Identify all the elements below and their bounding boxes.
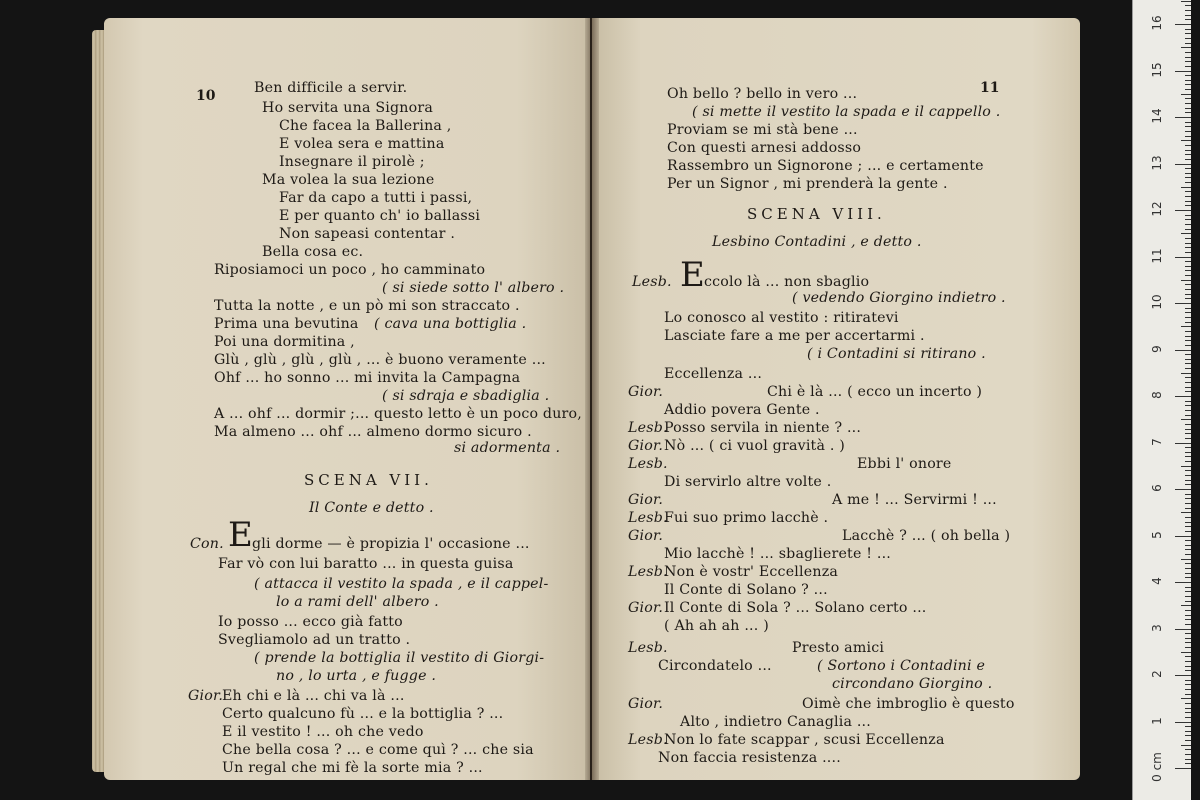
ruler-tick: [1185, 298, 1191, 299]
ruler-tick: [1185, 647, 1191, 648]
ruler-tick: [1185, 503, 1191, 504]
ruler-tick: [1185, 275, 1191, 276]
ruler-tick: [1181, 94, 1191, 95]
text-line: Il Conte di Solano ? ...: [664, 582, 828, 598]
ruler-tick: [1185, 591, 1191, 592]
ruler-tick: [1185, 610, 1191, 611]
ruler-tick: [1185, 136, 1191, 137]
text-line: Certo qualcuno fù ... e la bottiglia ? ...: [222, 706, 504, 722]
ruler-tick: [1185, 145, 1191, 146]
ruler-tick: [1181, 233, 1191, 234]
text-line: A me ! ... Servirmi ! ...: [832, 492, 997, 508]
ruler-tick: [1181, 559, 1191, 560]
ruler-tick: [1185, 289, 1191, 290]
ruler-tick: [1185, 98, 1191, 99]
text-line: Con.: [190, 536, 224, 552]
text-line: Gior.: [628, 492, 664, 508]
ruler-tick: [1185, 447, 1191, 448]
ruler-tick: [1185, 424, 1191, 425]
ruler-tick: [1185, 131, 1191, 132]
ruler-tick: [1185, 740, 1191, 741]
ruler-tick: [1185, 33, 1191, 34]
ruler-tick: [1175, 164, 1191, 165]
ruler-tick: [1185, 438, 1191, 439]
ruler-tick: [1185, 331, 1191, 332]
text-line: Nò ... ( ci vuol gravità . ): [664, 438, 845, 454]
text-line: Gior.: [628, 384, 664, 400]
text-line: Circondatelo ...: [658, 658, 772, 674]
ruler-tick: [1175, 303, 1191, 304]
text-line: E volea sera e mattina: [279, 136, 445, 152]
ruler-tick: [1185, 498, 1191, 499]
ruler-number: 15: [1150, 61, 1164, 78]
text-line: no , lo urta , e fugge .: [276, 668, 437, 684]
ruler-tick: [1185, 84, 1191, 85]
ruler-tick: [1185, 573, 1191, 574]
ruler-tick: [1185, 191, 1191, 192]
ruler-tick: [1185, 168, 1191, 169]
ruler-tick: [1175, 24, 1191, 25]
text-line: Con questi arnesi addosso: [667, 140, 862, 156]
ruler-tick: [1185, 294, 1191, 295]
text-line: Insegnare il pirolè ;: [279, 154, 425, 170]
ruler-tick: [1185, 103, 1191, 104]
ruler-tick: [1185, 480, 1191, 481]
ruler-number: 2: [1150, 670, 1164, 678]
ruler-tick: [1185, 252, 1191, 253]
ruler-number: 13: [1150, 154, 1164, 171]
text-line: Addio povera Gente .: [664, 402, 820, 418]
text-line: Far da capo a tutti i passi,: [279, 190, 473, 206]
ruler-tick: [1185, 452, 1191, 453]
ruler-tick: [1185, 540, 1191, 541]
text-line: Fui suo primo lacchè .: [664, 510, 829, 526]
ruler-tick: [1185, 205, 1191, 206]
text-line: Bella cosa ec.: [262, 244, 364, 260]
ruler-tick: [1185, 522, 1191, 523]
scene-heading: SCENA VII.: [304, 471, 433, 489]
ruler-tick: [1175, 71, 1191, 72]
ruler-tick: [1185, 229, 1191, 230]
text-line: E per quanto ch' io ballassi: [279, 208, 481, 224]
ruler-tick: [1185, 224, 1191, 225]
ruler-tick: [1185, 615, 1191, 616]
scene-heading: SCENA VIII.: [747, 205, 886, 223]
ruler-tick: [1175, 257, 1191, 258]
ruler-tick: [1185, 619, 1191, 620]
ruler-number: 1: [1150, 716, 1164, 725]
text-line: ( cava una bottiglia .: [374, 316, 527, 332]
ruler-tick: [1185, 684, 1191, 685]
ruler-tick: [1175, 629, 1191, 630]
ruler-tick: [1185, 554, 1191, 555]
ruler-tick: [1185, 568, 1191, 569]
text-line: Posso servila in niente ? ...: [664, 420, 862, 436]
ruler-tick: [1185, 345, 1191, 346]
text-line: Lesb.: [628, 732, 668, 748]
ruler-tick: [1185, 201, 1191, 202]
ruler-tick: [1181, 326, 1191, 327]
ruler-tick: [1185, 308, 1191, 309]
ruler-tick: [1175, 396, 1191, 397]
ruler-tick: [1185, 89, 1191, 90]
ruler-tick: [1185, 763, 1191, 764]
text-line: Lesb.: [632, 274, 672, 290]
text-line: Gior.: [628, 528, 664, 544]
ruler-tick: [1185, 587, 1191, 588]
text-line: Proviam se mi stà bene ...: [667, 122, 858, 138]
ruler-tick: [1181, 280, 1191, 281]
ruler-tick: [1185, 112, 1191, 113]
text-line: Lesb.: [628, 510, 668, 526]
ruler-tick: [1185, 177, 1191, 178]
ruler-number: 6: [1150, 484, 1164, 492]
ruler-tick: [1185, 108, 1191, 109]
ruler-number: 12: [1150, 201, 1164, 217]
text-line: ( Sortono i Contadini e: [817, 658, 986, 674]
text-line: lo a rami dell' albero .: [276, 594, 439, 610]
text-line: Lesb.: [628, 456, 668, 472]
text-line: Tutta la notte , e un pò mi son straccato .: [214, 298, 520, 314]
ruler-number: 16: [1150, 15, 1164, 31]
text-line: ( i Contadini si ritirano .: [807, 346, 986, 362]
ruler-tick: [1185, 10, 1191, 11]
ruler-tick: [1185, 596, 1191, 597]
ruler-tick: [1185, 508, 1191, 509]
text-line: Che facea la Ballerina ,: [279, 118, 452, 134]
text-line: si adormenta .: [454, 440, 561, 456]
ruler-tick: [1185, 80, 1191, 81]
ruler-number: 11: [1150, 247, 1164, 264]
text-line: Ma volea la sua lezione: [262, 172, 435, 188]
ruler-tick: [1185, 66, 1191, 67]
ruler-tick: [1185, 15, 1191, 16]
ruler-tick: [1185, 43, 1191, 44]
text-line: Non faccia resistenza ....: [658, 750, 841, 766]
ruler-tick: [1185, 731, 1191, 732]
ruler-tick: [1185, 563, 1191, 564]
text-line: Presto amici: [792, 640, 885, 656]
ruler-tick: [1185, 689, 1191, 690]
ruler-tick: [1181, 1, 1191, 2]
ruler-number: 0 cm: [1150, 752, 1164, 782]
ruler-tick: [1185, 475, 1191, 476]
ruler-tick: [1185, 61, 1191, 62]
text-line: Per un Signor , mi prenderà la gente .: [667, 176, 948, 192]
ruler-tick: [1185, 284, 1191, 285]
ruler-tick: [1181, 47, 1191, 48]
text-line: Chi è là ... ( ecco un incerto ): [767, 384, 983, 400]
text-line: Io posso ... ecco già fatto: [218, 614, 403, 630]
ruler-tick: [1185, 57, 1191, 58]
text-line: Ho servita una Signora: [262, 100, 434, 116]
ruler-tick: [1185, 666, 1191, 667]
text-line: Lacchè ? ... ( oh bella ): [842, 528, 1011, 544]
ruler-tick: [1175, 443, 1191, 444]
ruler-tick: [1185, 340, 1191, 341]
text-line: Lesbino Contadini , e detto .: [712, 234, 922, 250]
text-line: Non è vostr' Eccellenza: [664, 564, 839, 580]
ruler-tick: [1181, 419, 1191, 420]
ruler-tick: [1185, 703, 1191, 704]
ruler-tick: [1185, 601, 1191, 602]
ruler-tick: [1185, 322, 1191, 323]
ruler-tick: [1185, 749, 1191, 750]
ruler-tick: [1185, 354, 1191, 355]
ruler-tick: [1185, 29, 1191, 30]
ruler-tick: [1185, 391, 1191, 392]
text-line: Gior.: [628, 600, 664, 616]
ruler-tick: [1185, 531, 1191, 532]
text-line: E il vestito ! ... oh che vedo: [222, 724, 424, 740]
ruler-tick: [1185, 708, 1191, 709]
ruler-number: 5: [1150, 530, 1164, 539]
ruler-tick: [1175, 536, 1191, 537]
ruler-tick: [1181, 512, 1191, 513]
text-line: Non sapeasi contentar .: [279, 226, 456, 242]
ruler-tick: [1185, 312, 1191, 313]
ruler-tick: [1185, 38, 1191, 39]
text-line: Rassembro un Signorone ; ... e certamente: [667, 158, 984, 174]
ruler-tick: [1185, 377, 1191, 378]
ruler-tick: [1185, 368, 1191, 369]
ruler-tick: [1185, 545, 1191, 546]
text-line: Lasciate fare a me per accertarmi .: [664, 328, 925, 344]
text-line: ( vedendo Giorgino indietro .: [792, 290, 1006, 306]
text-line: Lesb.: [628, 420, 668, 436]
ruler-tick: [1185, 382, 1191, 383]
ruler-tick: [1175, 117, 1191, 118]
ruler-tick: [1185, 484, 1191, 485]
text-line: ( si sdraja e sbadiglia .: [382, 388, 550, 404]
ruler-tick: [1181, 466, 1191, 467]
ruler-tick: [1185, 5, 1191, 6]
ruler-tick: [1185, 415, 1191, 416]
ruler-tick: [1181, 140, 1191, 141]
text-line: Riposiamoci un poco , ho camminato: [214, 262, 486, 278]
drop-cap: E: [680, 255, 706, 295]
ruler-tick: [1185, 661, 1191, 662]
ruler-number: 3: [1150, 623, 1164, 632]
ruler-tick: [1185, 456, 1191, 457]
ruler-tick: [1185, 243, 1191, 244]
right-page: [592, 18, 1080, 780]
ruler-tick: [1185, 405, 1191, 406]
ruler-tick: [1185, 182, 1191, 183]
ruler-tick: [1175, 768, 1191, 769]
ruler-tick: [1185, 159, 1191, 160]
text-line: A ... ohf ... dormir ;... questo letto è un poco duro,: [214, 406, 582, 422]
ruler-tick: [1185, 712, 1191, 713]
ruler-tick: [1185, 270, 1191, 271]
text-line: Svegliamolo ad un tratto .: [218, 632, 411, 648]
text-line: ( Ah ah ah ... ): [664, 618, 769, 634]
text-line: gli dorme — è propizia l' occasione ...: [252, 536, 530, 552]
ruler-tick: [1185, 247, 1191, 248]
text-line: Ben difficile a servir.: [254, 80, 408, 96]
ruler-tick: [1185, 429, 1191, 430]
text-line: Il Conte di Sola ? ... Solano certo ...: [664, 600, 927, 616]
ruler-tick: [1185, 196, 1191, 197]
text-line: ( attacca il vestito la spada , e il cappel-: [254, 576, 549, 592]
ruler-tick: [1181, 187, 1191, 188]
text-line: ccolo là ... non sbaglio: [704, 274, 870, 290]
ruler-number: 14: [1150, 108, 1164, 124]
text-line: ( si mette il vestito la spada e il cappello .: [692, 104, 1001, 120]
ruler-tick: [1185, 717, 1191, 718]
text-line: Lesb.: [628, 640, 668, 656]
ruler-tick: [1181, 605, 1191, 606]
text-line: Ma almeno ... ohf ... almeno dormo sicuro .: [214, 424, 532, 440]
text-line: ( prende la bottiglia il vestito di Giorgi-: [254, 650, 545, 666]
ruler-tick: [1185, 633, 1191, 634]
ruler-tick: [1185, 363, 1191, 364]
ruler-tick: [1175, 722, 1191, 723]
ruler-tick: [1185, 494, 1191, 495]
ruler-tick: [1185, 122, 1191, 123]
ruler-tick: [1185, 549, 1191, 550]
ruler-tick: [1175, 489, 1191, 490]
text-line: Mio lacchè ! ... sbaglierete ! ...: [664, 546, 891, 562]
text-line: Gior.: [188, 688, 224, 704]
ruler-tick: [1185, 219, 1191, 220]
ruler-tick: [1181, 698, 1191, 699]
text-line: Gior.: [628, 696, 664, 712]
left-page: [104, 18, 590, 780]
ruler-tick: [1185, 336, 1191, 337]
ruler-tick: [1185, 526, 1191, 527]
ruler-tick: [1185, 680, 1191, 681]
ruler-tick: [1185, 656, 1191, 657]
ruler-tick: [1185, 126, 1191, 127]
page-number: 11: [980, 80, 1000, 96]
ruler-number: 10: [1150, 294, 1164, 310]
ruler-tick: [1181, 652, 1191, 653]
ruler-tick: [1185, 150, 1191, 151]
ruler-tick: [1185, 52, 1191, 53]
ruler-number: 8: [1150, 391, 1164, 399]
ruler-tick: [1185, 215, 1191, 216]
text-line: Glù , glù , glù , glù , ... è buono veramente ...: [214, 352, 546, 368]
text-line: Che bella cosa ? ... e come quì ? ... che sia: [222, 742, 534, 758]
ruler-tick: [1185, 75, 1191, 76]
text-line: Prima una bevutina: [214, 316, 359, 332]
ruler-tick: [1185, 735, 1191, 736]
text-line: Lo conosco al vestito : ritiratevi: [664, 310, 899, 326]
ruler-tick: [1185, 261, 1191, 262]
ruler-tick: [1185, 461, 1191, 462]
book-gutter: [585, 18, 599, 780]
text-line: Lesb.: [628, 564, 668, 580]
ruler-tick: [1185, 694, 1191, 695]
text-line: Alto , indietro Canaglia ...: [680, 714, 871, 730]
measuring-ruler: [1132, 0, 1191, 800]
ruler-tick: [1181, 373, 1191, 374]
ruler-tick: [1185, 154, 1191, 155]
ruler-tick: [1185, 173, 1191, 174]
ruler-tick: [1185, 642, 1191, 643]
text-line: circondano Giorgino .: [832, 676, 993, 692]
ruler-tick: [1185, 359, 1191, 360]
ruler-tick: [1185, 670, 1191, 671]
drop-cap: E: [228, 515, 254, 555]
page-number: 10: [196, 88, 216, 104]
ruler-tick: [1185, 754, 1191, 755]
ruler-tick: [1185, 726, 1191, 727]
text-line: Oimè che imbroglio è questo: [802, 696, 1015, 712]
ruler-number: 7: [1150, 437, 1164, 446]
text-line: Eh chi e là ... chi va là ...: [222, 688, 405, 704]
text-line: Eccellenza ...: [664, 366, 763, 382]
ruler-tick: [1181, 745, 1191, 746]
ruler-tick: [1185, 317, 1191, 318]
ruler-tick: [1175, 350, 1191, 351]
ruler-tick: [1185, 238, 1191, 239]
text-line: Far vò con lui baratto ... in questa guisa: [218, 556, 514, 572]
text-line: Poi una dormitina ,: [214, 334, 355, 350]
text-line: Di servirlo altre volte .: [664, 474, 832, 490]
text-line: ( si siede sotto l' albero .: [382, 280, 565, 296]
ruler-number: 4: [1150, 577, 1164, 585]
ruler-tick: [1185, 410, 1191, 411]
text-line: Ebbi l' onore: [857, 456, 952, 472]
ruler-tick: [1185, 638, 1191, 639]
ruler-tick: [1175, 675, 1191, 676]
ruler-tick: [1185, 266, 1191, 267]
ruler-tick: [1185, 759, 1191, 760]
text-line: Non lo fate scappar , scusi Eccellenza: [664, 732, 945, 748]
text-line: Un regal che mi fè la sorte mia ? ...: [222, 760, 483, 776]
ruler-tick: [1185, 517, 1191, 518]
ruler-tick: [1185, 577, 1191, 578]
ruler-tick: [1185, 624, 1191, 625]
ruler-tick: [1185, 470, 1191, 471]
ruler-number: 9: [1150, 344, 1164, 353]
text-line: Ohf ... ho sonno ... mi invita la Campagna: [214, 370, 521, 386]
ruler-tick: [1185, 401, 1191, 402]
ruler-tick: [1185, 19, 1191, 20]
text-line: Gior.: [628, 438, 664, 454]
text-line: Oh bello ? bello in vero ...: [667, 86, 858, 102]
ruler-tick: [1175, 582, 1191, 583]
ruler-tick: [1185, 433, 1191, 434]
ruler-tick: [1175, 210, 1191, 211]
text-line: Il Conte e detto .: [309, 500, 434, 516]
ruler-tick: [1185, 387, 1191, 388]
